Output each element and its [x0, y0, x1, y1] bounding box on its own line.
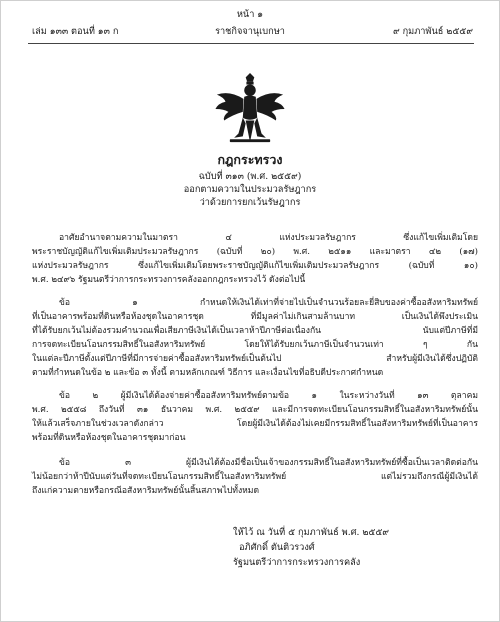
clause-2-line: ให้แล้วเสร็จภายในช่วงเวลาดังกล่าว โดยผู้มีเงินได้ต้องไม่เคยมีกรรมสิทธิ์ในอสังหาริมทรัพย์ที่เป็นอาคาร — [32, 419, 478, 429]
clause-3-line: ไม่น้อยกว่าห้าปีนับแต่วันที่จดทะเบียนโอนกรรมสิทธิ์ในอสังหาริมทรัพย์ แต่ไม่รวมถึงกรณีผู้มีเงินได้ — [32, 472, 478, 482]
clause-1-line: ข้อ ๑ กำหนดให้เงินได้เท่าที่จ่ายไปเป็นจำนวนร้อยละยี่สิบของค่าซื้ออสังหาริมทรัพย์ — [59, 298, 478, 308]
clause-1-line: ตามที่กำหนดในข้อ ๒ และข้อ ๓ ทั้งนี้ ตามหลักเกณฑ์ วิธีการ และเงื่อนไขที่อธิบดีประกาศกำหนด — [32, 368, 384, 378]
signatory-position: รัฐมนตรีว่าการกระทรวงการคลัง — [233, 557, 361, 568]
preamble-line: พระราชบัญญัติแก้ไขเพิ่มเติมประมวลรัษฎากร (ฉบับที่ ๒๐) พ.ศ. ๒๕๑๑ และมาตรา ๔๒ (๑๗) — [32, 247, 478, 257]
preamble-line: อาศัยอำนาจตามความในมาตรา ๔ แห่งประมวลรัษฎากร ซึ่งแก้ไขเพิ่มเติมโดย — [59, 233, 478, 243]
clause-2-line: ข้อ ๒ ผู้มีเงินได้ต้องจ่ายค่าซื้ออสังหาริมทรัพย์ตามข้อ ๑ ในระหว่างวันที่ ๑๓ ตุลาคม — [59, 391, 478, 401]
issued-under: ออกตามความในประมวลรัษฎากร — [183, 184, 317, 195]
clause-1-line: ที่เป็นอาคารพร้อมที่ดินหรือห้องชุดในอาคารชุด ที่มีมูลค่าไม่เกินสามล้านบาท เป็นเงินได้พึงประเมิน — [32, 312, 478, 322]
signing-date: ให้ไว้ ณ วันที่ ๕ กุมภาพันธ์ พ.ศ. ๒๕๕๙ — [233, 527, 390, 538]
clause-2-line: พ.ศ. ๒๕๕๘ ถึงวันที่ ๓๑ ธันวาคม พ.ศ. ๒๕๕๙ และมีการจดทะเบียนโอนกรรมสิทธิ์ในอสังหาริมทรัพย์นั้น — [32, 405, 478, 415]
volume-issue: เล่ม ๑๓๓ ตอนที่ ๑๓ ก — [32, 26, 119, 37]
document-title: กฎกระทรวง — [217, 152, 283, 167]
clause-2-line: พร้อมที่ดินหรือห้องชุดในอาคารชุดมาก่อน — [32, 433, 186, 443]
preamble-line: พ.ศ. ๒๔๙๖ รัฐมนตรีว่าการกระทรวงการคลังออกกฎกระทรวงไว้ ดังต่อไปนี้ — [32, 275, 306, 285]
clause-1-line: ในแต่ละปีภาษีตั้งแต่ปีภาษีที่มีการจ่ายค่าซื้ออสังหาริมทรัพย์เป็นต้นไป สำหรับผู้มีเงินได้ซึ่งปฏิบัติ — [32, 354, 478, 364]
clause-1-line: การจดทะเบียนโอนกรรมสิทธิ์ในอสังหาริมทรัพย์ โดยให้ได้รับยกเว้นภาษีเป็นจำนวนเท่า ๆ กัน — [32, 340, 478, 350]
page-number: หน้า ๑ — [236, 9, 264, 20]
garuda-emblem-icon — [213, 73, 287, 145]
preamble-line: แห่งประมวลรัษฎากร ซึ่งแก้ไขเพิ่มเติมโดยพระราชบัญญัติแก้ไขเพิ่มเติมประมวลรัษฎากร (ฉบับที่ ๑๐) — [32, 261, 478, 271]
clause-3-line: ข้อ ๓ ผู้มีเงินได้ต้องมีชื่อเป็นเจ้าของกรรมสิทธิ์ในอสังหาริมทรัพย์ที่ซื้อเป็นเวลาติดต่อกัน — [59, 458, 478, 468]
publication-name: ราชกิจจานุเบกษา — [215, 26, 285, 37]
clause-1-line: ที่ได้รับยกเว้นไม่ต้องรวมคำนวณเพื่อเสียภาษีเงินได้เป็นเวลาห้าปีภาษีต่อเนื่องกัน นับแต่ปีภาษีที่มี — [32, 326, 478, 336]
regulation-subject: ว่าด้วยการยกเว้นรัษฎากร — [199, 197, 301, 208]
signatory-name: อภิศักดิ์ ตันติวรวงศ์ — [239, 542, 315, 553]
regulation-number: ฉบับที่ ๓๑๓ (พ.ศ. ๒๕๕๙) — [198, 171, 302, 182]
publication-date: ๙ กุมภาพันธ์ ๒๕๕๙ — [392, 26, 473, 37]
header-divider — [28, 43, 474, 44]
clause-3-line: ถึงแก่ความตายหรือกรณีอสังหาริมทรัพย์นั้นสิ้นสภาพไปทั้งหมด — [32, 486, 260, 496]
